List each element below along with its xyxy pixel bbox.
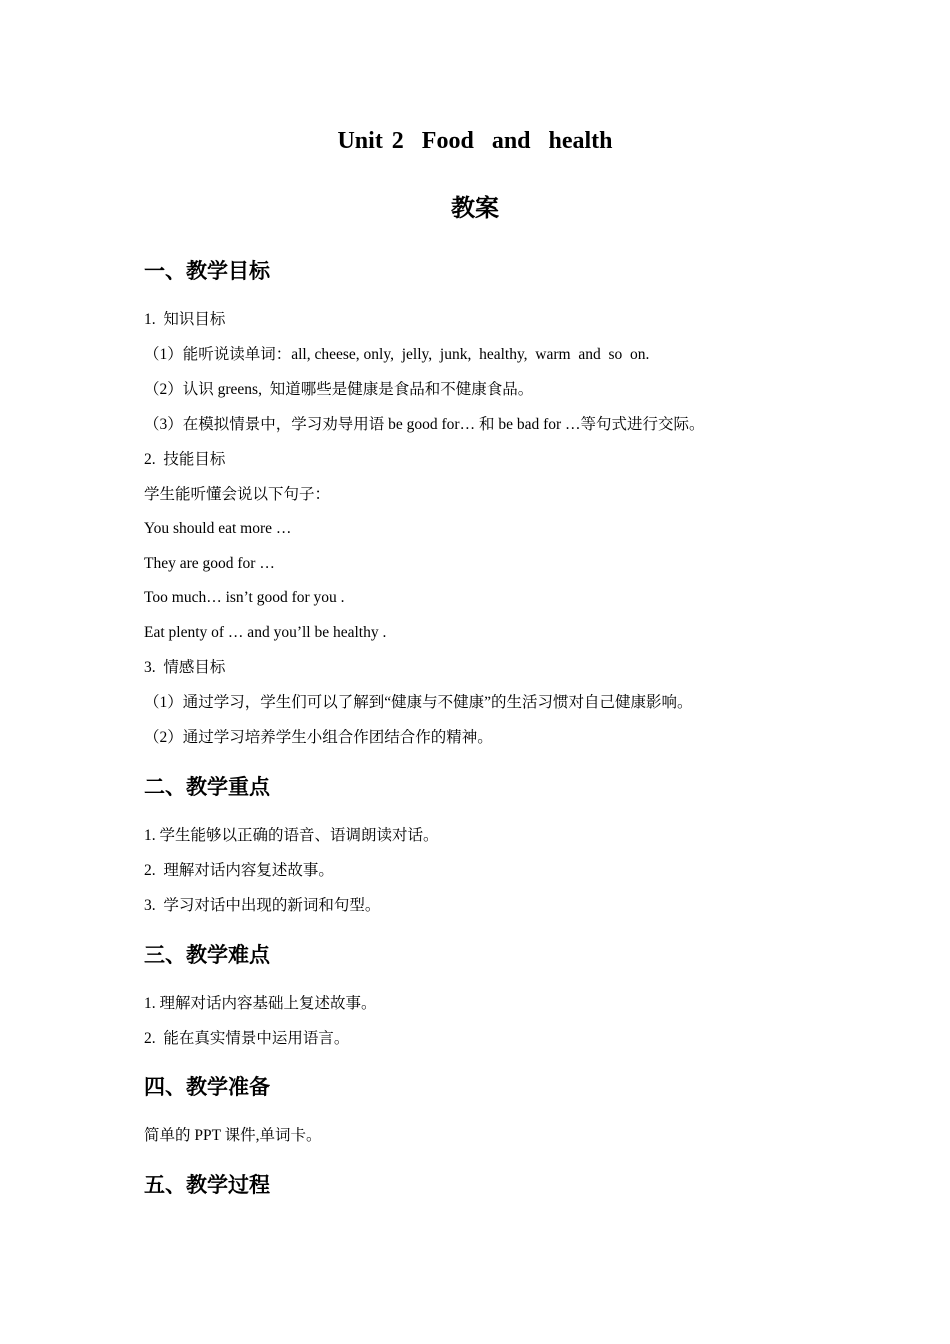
section-line: （1）能听说读单词：all, cheese, only, jelly, junk, healthy, warm and so on. bbox=[144, 346, 650, 363]
section-line: Eat plenty of … and you’ll be healthy . bbox=[144, 624, 387, 641]
section-line: 1. 理解对话内容基础上复述故事。 bbox=[144, 995, 377, 1012]
section-heading-objectives: 一、教学目标 bbox=[144, 259, 270, 283]
section-line: You should eat more … bbox=[144, 520, 292, 537]
section-heading-preparation: 四、教学准备 bbox=[144, 1075, 270, 1099]
section-line: （3）在模拟情景中，学习劝导用语 be good for… 和 be bad for …等句式进行交际。 bbox=[144, 416, 705, 433]
section-line: 2. 技能目标 bbox=[144, 451, 226, 468]
document-subtitle: 教案 bbox=[451, 194, 499, 222]
section-line: They are good for … bbox=[144, 555, 275, 572]
section-line: （2）认识 greens, 知道哪些是健康是食品和不健康食品。 bbox=[144, 381, 534, 398]
section-heading-process: 五、教学过程 bbox=[144, 1173, 270, 1197]
section-heading-difficulties: 三、教学难点 bbox=[144, 943, 270, 967]
section-heading-key-points: 二、教学重点 bbox=[144, 775, 270, 799]
section-line: （1）通过学习，学生们可以了解到“健康与不健康”的生活习惯对自己健康影响。 bbox=[144, 694, 693, 711]
section-line: 2. 能在真实情景中运用语言。 bbox=[144, 1030, 350, 1047]
section-line: Too much… isn’t good for you . bbox=[144, 589, 345, 606]
section-line: 3. 学习对话中出现的新词和句型。 bbox=[144, 897, 381, 914]
document-title: Unit 2 Food and health bbox=[337, 128, 613, 154]
section-line: 简单的 PPT 课件,单词卡。 bbox=[144, 1127, 322, 1144]
section-line: 学生能听懂会说以下句子： bbox=[144, 486, 331, 503]
section-line: 3. 情感目标 bbox=[144, 659, 226, 676]
section-line: （2）通过学习培养学生小组合作团结合作的精神。 bbox=[144, 729, 493, 746]
section-line: 2. 理解对话内容复述故事。 bbox=[144, 862, 334, 879]
section-line: 1. 知识目标 bbox=[144, 311, 226, 328]
section-line: 1. 学生能够以正确的语音、语调朗读对话。 bbox=[144, 827, 439, 844]
